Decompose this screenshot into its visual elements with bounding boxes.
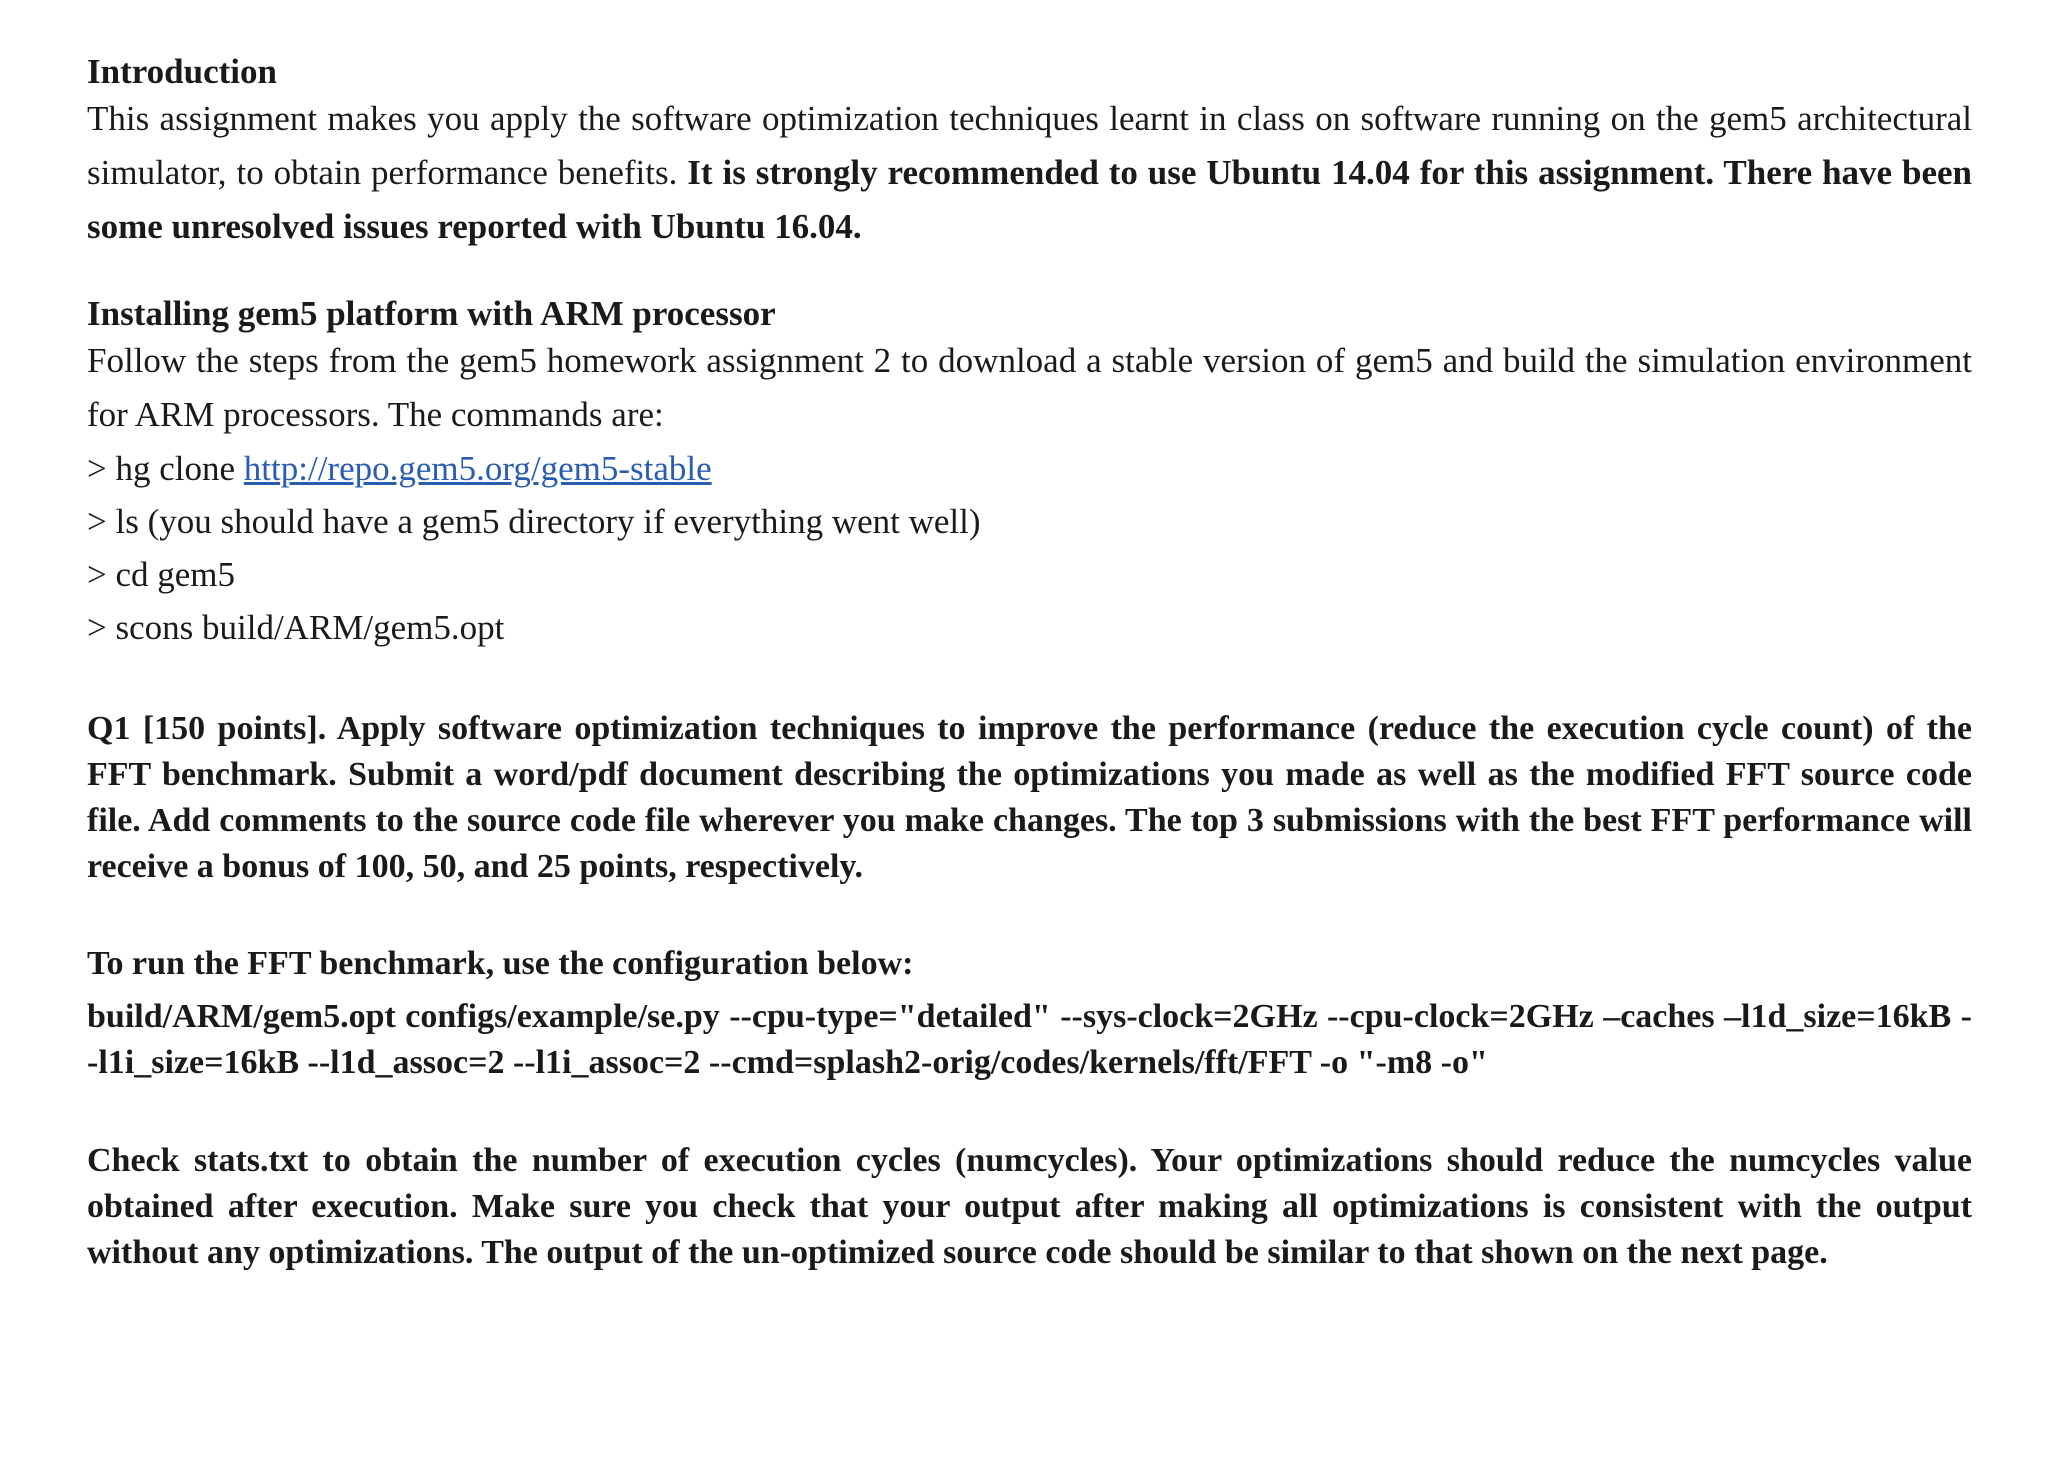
clone-command-text: > hg clone [87,449,244,488]
install-paragraph: Follow the steps from the gem5 homework assignment 2 to download a stable version of gem5 and build the simulation environment for ARM processors. The commands are: [87,341,1972,434]
command-line-scons: > scons build/ARM/gem5.opt [87,608,505,647]
install-heading: Installing gem5 platform with ARM processor [87,294,776,333]
gem5-repo-link[interactable]: http://repo.gem5.org/gem5-stable [243,449,712,488]
intro-bold-text: It is strongly recommended to use Ubuntu 14.04 for this assignment. There have been some unresolved issues reported with Ubuntu 16.04. [87,153,1973,246]
command-line-ls: > ls (you should have a gem5 directory if everything went well) [87,502,981,541]
document-page [87,52,1972,1276]
intro-text: This assignment makes you apply the software optimization techniques learnt in class on software running on the gem5 architectural simulator, to obtain performance benefits. [87,99,1972,192]
q1-paragraph: Q1 [150 points]. Apply software optimization techniques to improve the performance (reduce the execution cycle count) of the FFT benchmark. Submit a word/pdf document describing the optimizations you made as well as the modified FFT source code file. Add comments to the source code file wherever you make changes. The top 3 submissions with the best FFT performance will receive a bonus of 100, 50, and 25 points, respectively. [87,710,1972,885]
run-command: build/ARM/gem5.opt configs/example/se.py --cpu-type="detailed" --sys-clock=2GHz --cpu-clock=2GHz –caches –l1d_size=16kB --l1i_size=16kB --l1d_assoc=2 --l1i_assoc=2 --cmd=splash2-orig/codes/kernels/fft/FFT -o "-m8 -o" [87,998,1972,1081]
command-line-cd: > cd gem5 [87,555,236,594]
intro-heading: Introduction [87,52,277,91]
run-heading: To run the FFT benchmark, use the configuration below: [87,945,914,982]
check-paragraph: Check stats.txt to obtain the number of execution cycles (numcycles). Your optimizations should reduce the numcycles value obtained after execution. Make sure you check that your output after making all optimizations is consistent with the output without any optimizations. The output of the un-optimized source code should be similar to that shown on the next page. [87,1142,1972,1271]
intro-paragraph [87,92,1972,254]
command-line-clone [87,442,1972,495]
